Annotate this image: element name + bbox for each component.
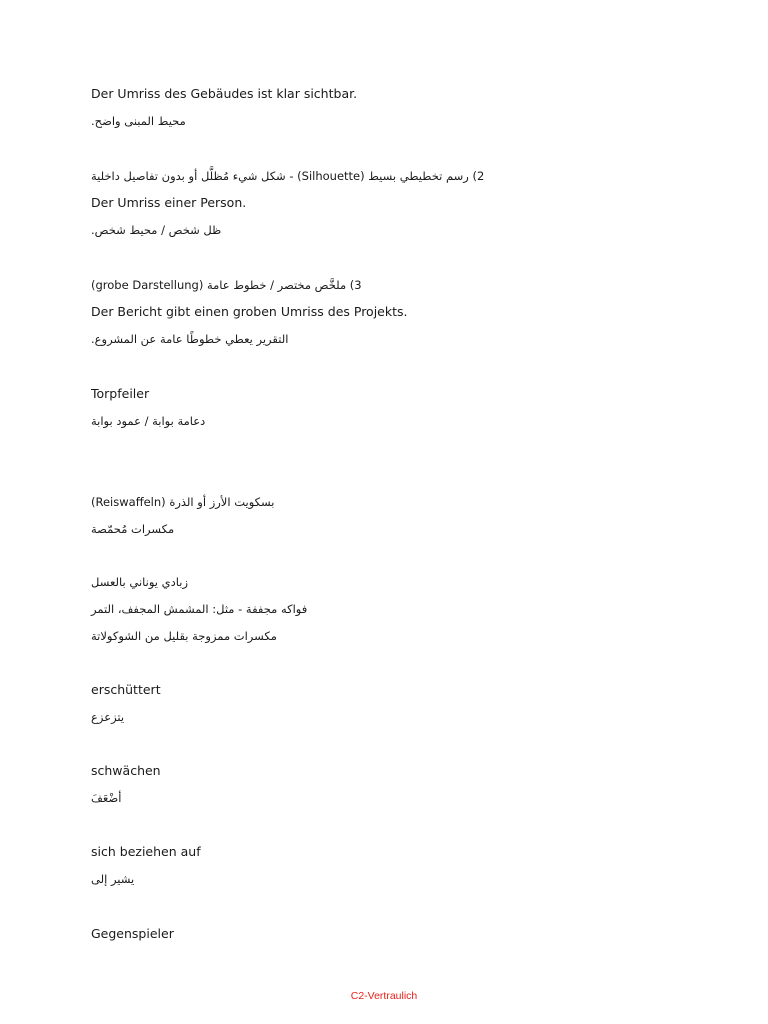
text-line: erschüttert [91, 682, 161, 697]
text-line: مكسرات ممزوجة بقليل من الشوكولاتة [91, 629, 277, 643]
text-line: Der Bericht gibt einen groben Umriss des Projekts. [91, 304, 408, 319]
text-line: بسكويت الأرز أو الذرة (Reiswaffeln) [91, 495, 275, 509]
text-line: schwächen [91, 763, 161, 778]
text-line: Gegenspieler [91, 926, 174, 941]
text-line: فواكه مجففة - مثل: المشمش المجفف، التمر [91, 602, 308, 616]
text-line: التقرير يعطي خطوطًا عامة عن المشروع. [91, 332, 289, 346]
text-line: أضْعَفَ [91, 791, 122, 805]
text-line: يشير إلى [91, 872, 135, 886]
text-line: Der Umriss einer Person. [91, 195, 247, 210]
text-line: Der Umriss des Gebäudes ist klar sichtbar. [91, 86, 358, 101]
text-line: مكسرات مُحمّصة [91, 522, 175, 536]
text-line: 3) ملخَّص مختصر / خطوط عامة (grobe Darstellung) [91, 278, 362, 292]
text-line: دعامة بوابة / عمود بوابة [91, 414, 206, 428]
classification-footer: C2-Vertraulich [350, 990, 418, 1002]
text-line: sich beziehen auf [91, 844, 201, 859]
text-line: ظل شخص / محيط شخص. [91, 223, 222, 237]
text-line: محيط المبنى واضح. [91, 114, 186, 128]
text-line: 2) رسم تخطيطي بسيط (Silhouette) - شكل شيء مُظلَّل أو بدون تفاصيل داخلية [91, 169, 485, 183]
text-line: Torpfeiler [91, 386, 150, 401]
text-line: زبادي يوناني بالعسل [91, 575, 189, 589]
text-line: يتزعزع [91, 710, 125, 724]
